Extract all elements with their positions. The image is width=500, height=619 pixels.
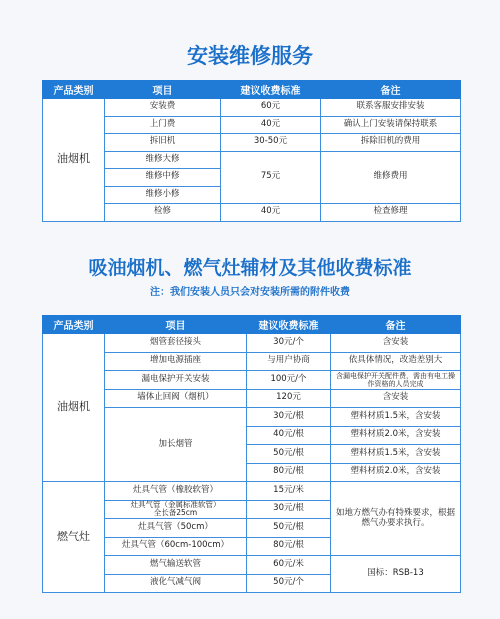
- note-cell: 拆除旧机的费用: [321, 134, 461, 152]
- section-title-materials: 吸油烟机、燃气灶辅材及其他收费标准: [88, 257, 412, 279]
- item-cell: 增加电源插座: [105, 352, 247, 371]
- note-cell: 国标：RSB-13: [331, 556, 461, 593]
- item-cell: [105, 500, 247, 519]
- price-cell: 80元/根: [247, 537, 331, 556]
- item-cell: 漏电保护开关安装: [105, 371, 247, 390]
- materials-note: 注：我们安装人员只会对安装所需的附件收费: [150, 287, 350, 298]
- note-cell: 含安装: [331, 389, 461, 408]
- table-row: [43, 556, 461, 575]
- item-cell: 燃气输送软管: [105, 556, 247, 575]
- table-row: [43, 408, 461, 427]
- note-cell: 确认上门安装请保持联系: [321, 116, 461, 134]
- header-item: 项目: [105, 81, 221, 99]
- item-cell: 灶具气管（橡胶软管）: [105, 482, 247, 501]
- note-cell: 塑料材质1.5米，含安装: [331, 408, 461, 427]
- item-cell: 检修: [105, 204, 221, 222]
- price-cell: 50元/根: [247, 519, 331, 538]
- price-cell: 50元/个: [247, 574, 331, 593]
- table-row: [43, 334, 461, 353]
- item-cell: 墙体止回阀（烟机）: [105, 389, 247, 408]
- note-cell: 塑料材质2.0米，含安装: [331, 463, 461, 482]
- price-cell: 40元: [221, 204, 321, 222]
- price-cell: 与用户协商: [247, 352, 331, 371]
- header-price: 建议收费标准: [247, 316, 331, 334]
- category-cell: 燃气灶: [43, 482, 105, 593]
- table-row: [43, 116, 461, 134]
- item-cell: 安装费: [105, 99, 221, 117]
- item-cell: 上门费: [105, 116, 221, 134]
- price-cell: 30元/根: [247, 500, 331, 519]
- price-cell: 30元/个: [247, 334, 331, 353]
- note-cell: 如地方燃气办有特殊要求，根据燃气办要求执行。: [331, 482, 461, 556]
- note-cell: 含漏电保护开关配件费，需由有电工操作资格的人员完成: [331, 371, 461, 390]
- note-cell: 含安装: [331, 334, 461, 353]
- price-cell: 30元/根: [247, 408, 331, 427]
- item-cell: 灶具气管（60cm-100cm）: [105, 537, 247, 556]
- header-category: 产品类别: [43, 81, 105, 99]
- table-row: [43, 99, 461, 117]
- price-cell: 100元/个: [247, 371, 331, 390]
- item-cell: 维修大修: [105, 151, 221, 169]
- item-cell: 加长烟管: [105, 408, 247, 482]
- section-title-installation: 安装维修服务: [187, 44, 313, 68]
- price-cell: 120元: [247, 389, 331, 408]
- table-row: [43, 482, 461, 501]
- item-main-text: 灶具气管（金属标准软管）: [130, 499, 221, 509]
- table-header-row: [43, 316, 461, 334]
- note-cell: 维修费用: [321, 151, 461, 204]
- price-cell: 40元: [221, 116, 321, 134]
- table-row: [43, 371, 461, 390]
- table-row: [43, 134, 461, 152]
- price-cell: 60元/米: [247, 556, 331, 575]
- item-cell: 灶具气管（50cm）: [105, 519, 247, 538]
- table-header-row: [43, 81, 461, 99]
- materials-fee-table: [42, 315, 461, 593]
- price-cell: 60元: [221, 99, 321, 117]
- item-cell: 维修中修: [105, 169, 221, 187]
- price-cell: 30-50元: [221, 134, 321, 152]
- price-cell: 80元/根: [247, 463, 331, 482]
- note-cell: 检查修理: [321, 204, 461, 222]
- price-cell: 15元/米: [247, 482, 331, 501]
- price-cell: 75元: [221, 151, 321, 204]
- item-sub-text: 全长备25cm: [153, 508, 198, 518]
- note-cell: 联系客服安排安装: [321, 99, 461, 117]
- table-row: [43, 151, 461, 169]
- item-cell: 液化气减气阀: [105, 574, 247, 593]
- header-item: 项目: [105, 316, 247, 334]
- note-cell: 依具体情况，改造差别大: [331, 352, 461, 371]
- item-cell: 拆旧机: [105, 134, 221, 152]
- note-cell: 塑料材质1.5米，含安装: [331, 445, 461, 464]
- category-cell: 油烟机: [43, 99, 105, 222]
- table-row: [43, 352, 461, 371]
- header-note: 备注: [331, 316, 461, 334]
- price-cell: 50元/根: [247, 445, 331, 464]
- header-category: 产品类别: [43, 316, 105, 334]
- category-cell: 油烟机: [43, 334, 105, 482]
- installation-service-table: [42, 80, 461, 222]
- item-cell: 维修小修: [105, 186, 221, 204]
- header-price: 建议收费标准: [221, 81, 321, 99]
- table-row: [43, 204, 461, 222]
- item-cell: 烟管套径接头: [105, 334, 247, 353]
- price-cell: 40元/根: [247, 426, 331, 445]
- note-cell: 塑料材质2.0米，含安装: [331, 426, 461, 445]
- header-note: 备注: [321, 81, 461, 99]
- table-row: [43, 389, 461, 408]
